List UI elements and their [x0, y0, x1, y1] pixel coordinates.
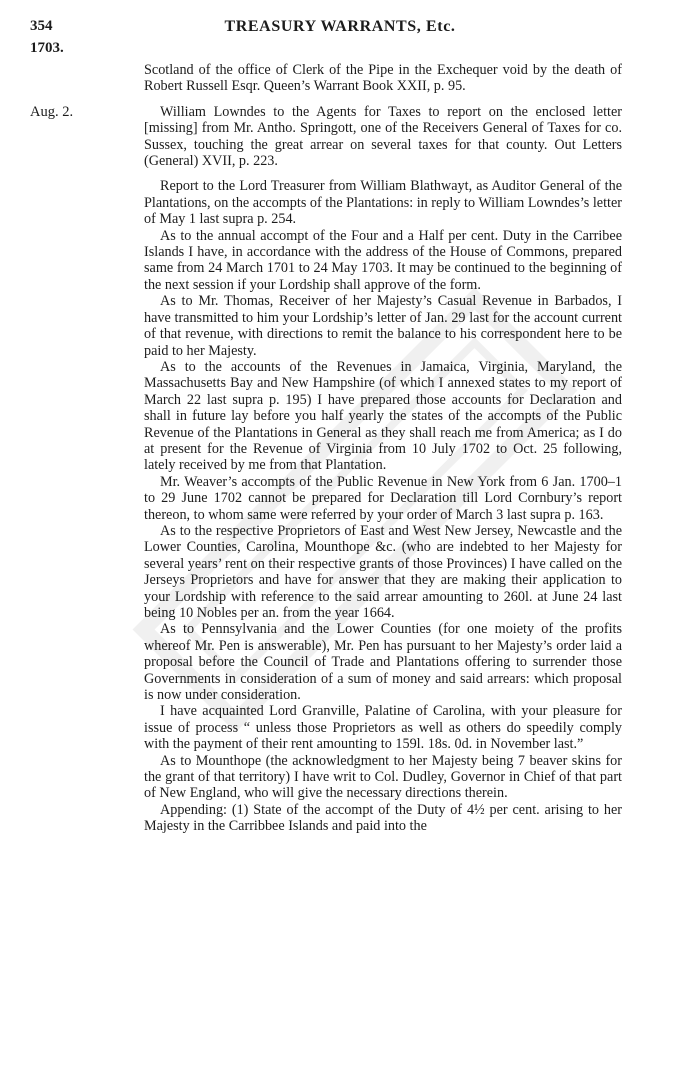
paragraph: I have acquainted Lord Granville, Palatine of Carolina, with your pleasure for issue of process “ unless those Proprietors as well as others do speedily comply with the payment of their rent amounting to 159l. 18s. 0d. in November last.” [144, 703, 622, 753]
page-number: 354 [30, 18, 53, 34]
paragraph: As to Mounthope (the acknowledgment to her Majesty being 7 beaver skins for the grant of that territory) I have writ to Col. Dudley, Governor in Chief of that part of New England, who will give the necessary directions therein. [144, 752, 622, 802]
margin-date: Aug. 2. [30, 103, 74, 120]
paragraph: Appending: (1) State of the accompt of the Duty of 4½ per cent. arising to her Majesty in the Carribbee Islands and paid into the [144, 801, 622, 835]
entry-blathwayt-report [144, 178, 622, 834]
body-text [30, 62, 622, 844]
page-header [30, 18, 650, 40]
year-marker: 1703. [30, 40, 64, 56]
entry-aug-2 [30, 103, 622, 170]
paragraph: As to Pennsylvania and the Lower Counties (for one moiety of the profits whereof Mr. Pen is answerable), Mr. Pen has pursuant to her Majesty’s order laid a proposal before the Council of Trade and Plantations offering to surrender those Governments in consideration of a sum of money and said arrears: which proposal is now under consideration. [144, 621, 622, 704]
paragraph: Mr. Weaver’s accompts of the Public Revenue in New York from 6 Jan. 1700–1 to 29 June 1702 cannot be prepared for Declaration till Lord Cornbury’s report thereon, to whom same were referred by your order of March 3 last supra p. 163. [144, 473, 622, 523]
paragraph: William Lowndes to the Agents for Taxes to report on the enclosed letter [missing] from Mr. Antho. Springott, one of the Receivers General of Taxes for co. Sussex, touching the great arrear on several taxes for that county. Out Letters (General) XVII, p. 223. [144, 103, 622, 170]
running-head: TREASURY WARRANTS, Etc. [224, 18, 456, 35]
paragraph: Report to the Lord Treasurer from William Blathwayt, as Auditor General of the Plantations, on the accompts of the Plantations: in reply to William Lowndes’s letter of May 1 last supra p. 254. [144, 178, 622, 228]
paragraph: Scotland of the office of Clerk of the Pipe in the Exchequer void by the death of Robert Russell Esqr. Queen’s Warrant Book XXII, p. 95. [144, 62, 622, 95]
paragraph: As to the annual accompt of the Four and a Half per cent. Duty in the Carribee Islands I have, in accordance with the address of the House of Commons, prepared same from 24 March 1701 to 24 May 1703. It may be continued to the beginning of the next session if your Lordship shall approve of the form. [144, 227, 622, 293]
entry-continuation [144, 62, 622, 95]
paragraph: As to Mr. Thomas, Receiver of her Majesty’s Casual Revenue in Barbados, I have transmitted to him your Lordship’s letter of Jan. 29 last for the account current of that revenue, with directions to remit the balance to his correspondent here to be paid to her Majesty. [144, 293, 622, 359]
paragraph: As to the accounts of the Revenues in Jamaica, Virginia, Maryland, the Massachusetts Bay and New Hampshire (of which I annexed states to my report of March 22 last supra p. 195) I have prepared those accounts for Declaration and shall in future lay before you half yearly the states of the accompts of the Public Revenue of the Plantations in General as they shall reach me from America; as I do at present for the Revenue of Virginia from 10 July 1702 to Oct. 25 following, lately received by me from that Plantation. [144, 358, 622, 474]
paragraph: As to the respective Proprietors of East and West New Jersey, Newcastle and the Lower Counties, Carolina, Mounthope &c. (who are indebted to her Majesty for several years’ rent on their respective grants of those Provinces) I have called on the Jerseys Proprietors and have for answer that they are making their application to your Lordship with reference to the said arrear amounting to 260l. at June 24 last being 10 Nobles per an. from the year 1664. [144, 522, 622, 621]
